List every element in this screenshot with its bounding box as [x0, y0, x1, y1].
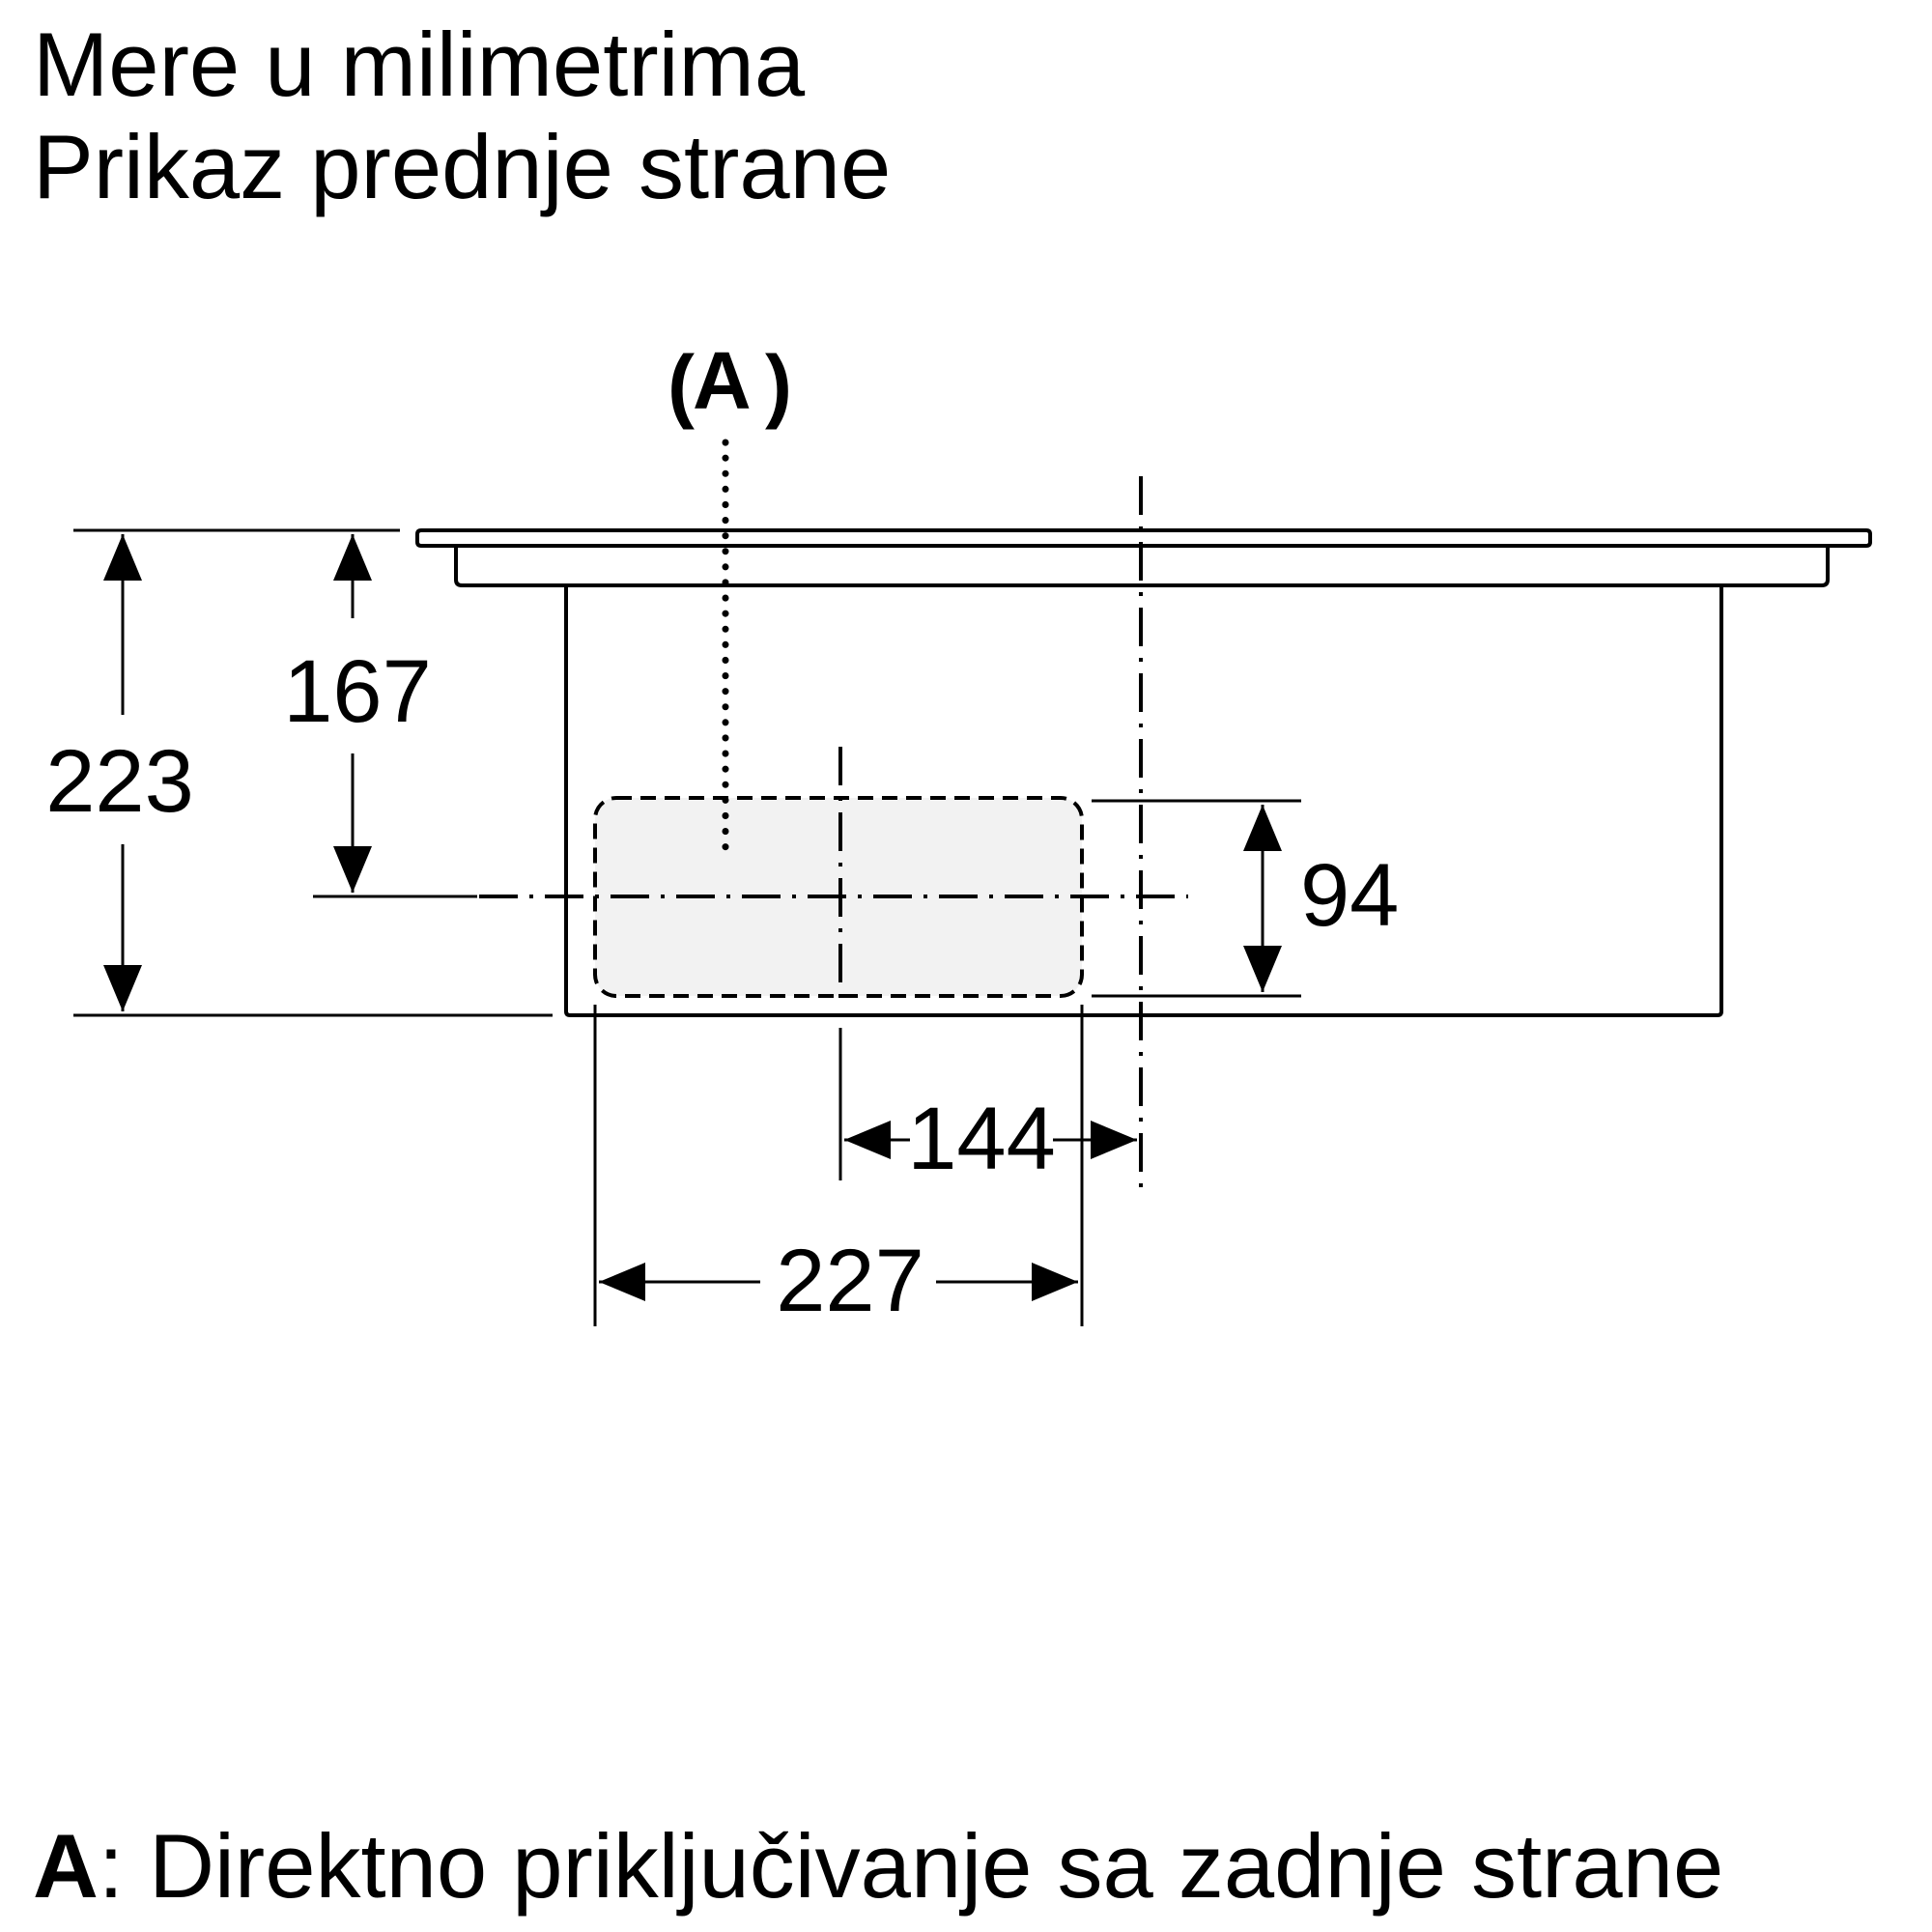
legend-key: A: [33, 1815, 99, 1917]
legend-separator: :: [98, 1815, 125, 1917]
dim-94-label: 94: [1300, 846, 1400, 945]
dim-167-label: 167: [283, 642, 432, 741]
dim-227-label: 227: [776, 1232, 924, 1330]
legend: [33, 1815, 1724, 1917]
units-note: Mere u milimetrima: [33, 14, 806, 115]
cooktop-glass-plate: [417, 530, 1870, 546]
callout-letter-a: A: [693, 335, 752, 426]
dim-144-label: 144: [907, 1090, 1056, 1188]
view-title: Prikaz prednje strane: [33, 116, 892, 217]
callout-close-paren: ): [765, 339, 792, 430]
callout-open-paren: (: [668, 339, 695, 430]
legend-text: Direktno priključivanje sa zadnje strane: [124, 1815, 1724, 1917]
dim-223-label: 223: [45, 732, 194, 831]
